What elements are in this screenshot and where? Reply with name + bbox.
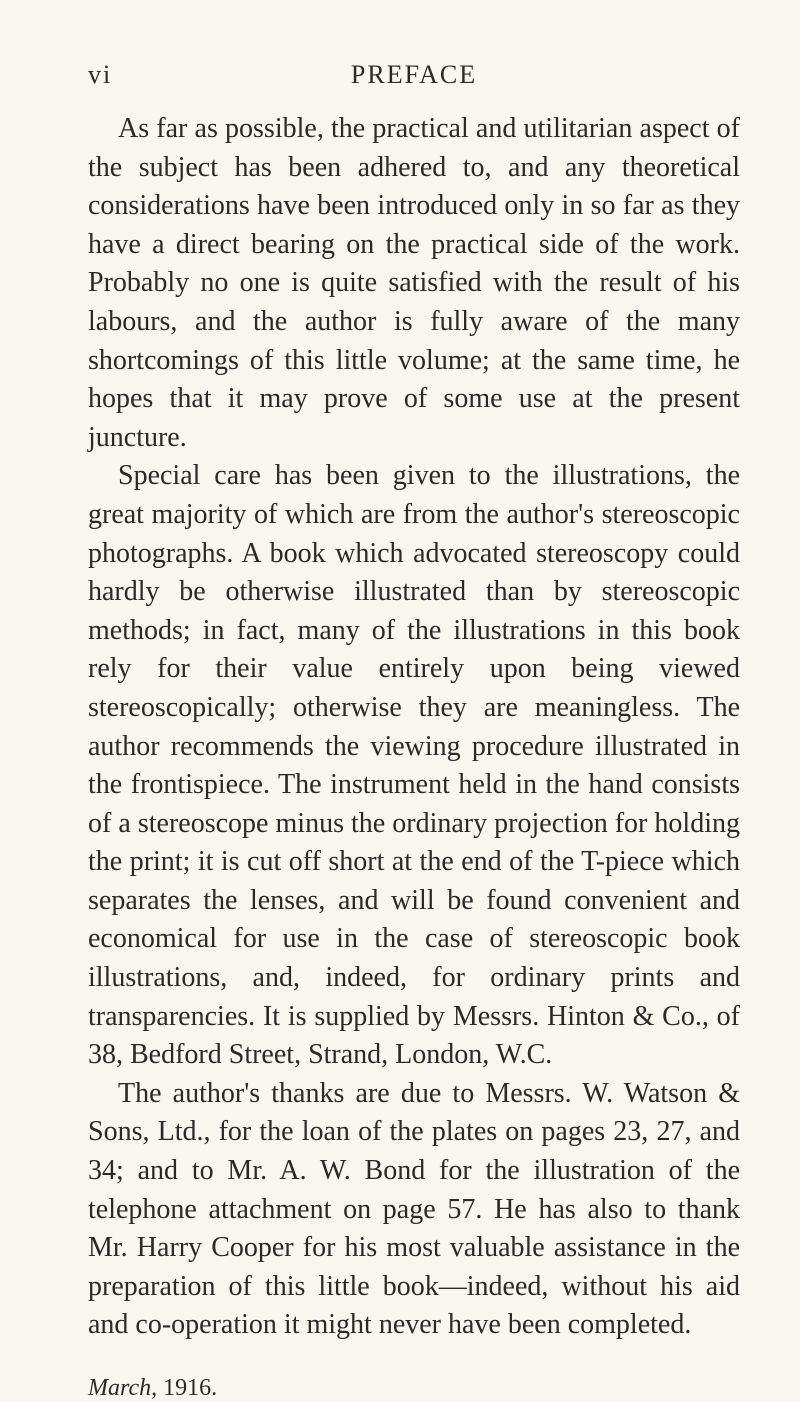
dateline-month: March, bbox=[88, 1375, 158, 1401]
dateline-year: 1916. bbox=[163, 1375, 218, 1401]
running-head bbox=[88, 60, 740, 94]
paragraph-1: As far as possible, the practical and utilitarian aspect of the subject has been adhered to, and any theoretical considerations have been introduced only in so far as they have a direct bearing on the practical side of the work. Probably no one is quite satisfied with the result of his labours, and the author is fully aware of the many shortcomings of this little volume; at the same time, he hopes that it may prove of some use at the present juncture. bbox=[88, 113, 740, 453]
dateline bbox=[88, 1375, 740, 1402]
paragraph-2: Special care has been given to the illustrations, the great majority of which are from the author's stereoscopic photographs. A book which advocated stereoscopy could hardly be otherwise illustrated than by stereoscopic methods; in fact, many of the illustrations in this book rely for their value entirely upon being viewed stereoscopically; otherwise they are meaningless. The author recommends the viewing procedure illustrated in the frontispiece. The instrument held in the hand consists of a stereoscope minus the ordinary projection for holding the print; it is cut off short at the end of the T-piece which separates the lenses, and will be found convenient and economical for use in the case of stereoscopic book illustrations, and, indeed, for ordinary prints and transparencies. It is supplied by Messrs. Hinton & Co., of 38, Bedford Street, Strand, London, W.C. bbox=[88, 460, 740, 1071]
page-title: PREFACE bbox=[350, 60, 478, 89]
preface-body bbox=[88, 110, 740, 1345]
page-number: vi bbox=[88, 60, 113, 89]
document-page bbox=[88, 60, 740, 1402]
paragraph-3: The author's thanks are due to Messrs. W. Watson & Sons, Ltd., for the loan of the plates on pages 23, 27, and 34; and to Mr. A. W. Bond for the illustration of the telephone attachment on page 57. He has also to thank Mr. Harry Cooper for his most valuable assistance in the preparation of this little book—indeed, without his aid and co-operation it might never have been completed. bbox=[88, 1077, 740, 1341]
